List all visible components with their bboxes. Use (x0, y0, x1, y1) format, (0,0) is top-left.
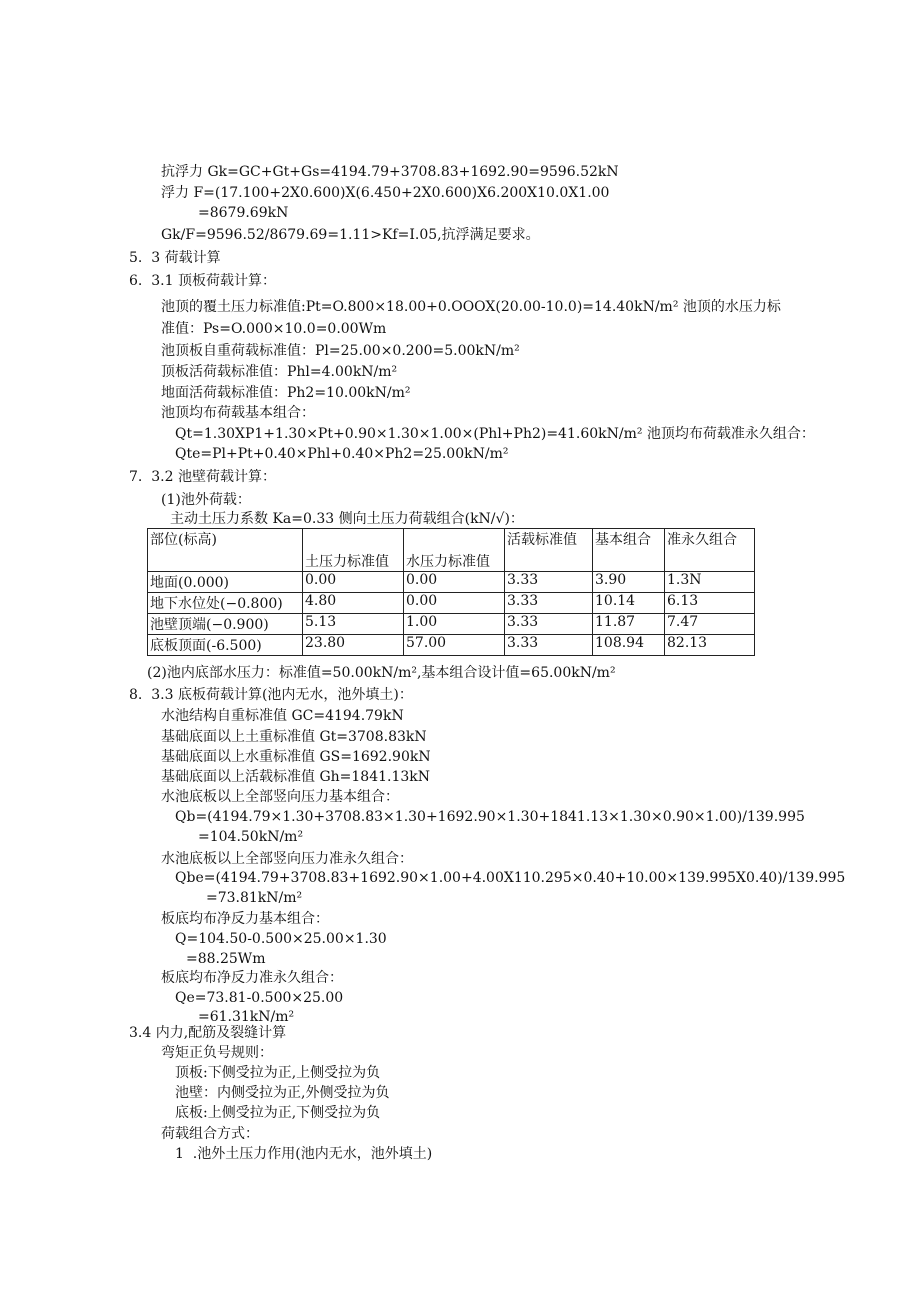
text-line: 基础底面以上水重标准值 GS=1692.90kN (161, 749, 431, 765)
text-line: (1)池外荷载： (161, 492, 251, 508)
table-header: 基本组合 (593, 529, 665, 572)
table-cell: 82.13 (665, 635, 755, 656)
formula-line: =61.31kN/m² (198, 1009, 295, 1025)
text-line: 池顶均布荷载基本组合： (161, 405, 315, 421)
table-cell: 1.00 (404, 614, 505, 635)
table-cell: 10.14 (593, 593, 665, 614)
text-line: 浮力 F=(17.100+2X0.600)X(6.450+2X0.600)X6.200X10.0X1.00 (161, 185, 610, 201)
table-cell: 3.33 (505, 593, 593, 614)
table-row (148, 593, 755, 614)
text-line: 顶板活荷载标准值：Phl=4.00kN/m² (161, 364, 398, 380)
section-heading: 8. 3.3 底板荷载计算(池内无水，池外填土)： (129, 687, 413, 703)
text-line: 底板:上侧受拉为正,下侧受拉为负 (175, 1105, 381, 1121)
table-cell: 底板顶面(-6.500) (148, 635, 303, 656)
table-cell: 5.13 (303, 614, 404, 635)
table-row (148, 635, 755, 656)
text-line: 水池底板以上全部竖向压力准永久组合： (161, 851, 413, 867)
table-cell: 3.33 (505, 572, 593, 593)
formula-line: Qb=(4194.79×1.30+3708.83×1.30+1692.90×1.30+1841.13×1.30×0.90×1.00)/139.995 (175, 809, 805, 825)
text-line: 池壁：内侧受拉为正,外侧受拉为负 (175, 1085, 390, 1101)
text-line: 基础底面以上活载标准值 Gh=1841.13kN (161, 769, 431, 785)
table-row (148, 614, 755, 635)
table-cell: 0.00 (303, 572, 404, 593)
formula-line: Qe=73.81-0.500×25.00 (175, 990, 344, 1006)
table-cell: 23.80 (303, 635, 404, 656)
table-cell: 57.00 (404, 635, 505, 656)
table-header-row (148, 529, 755, 572)
table-cell: 地面(0.000) (148, 572, 303, 593)
text-line: 抗浮力 Gk=GC+Gt+Gs=4194.79+3708.83+1692.90=9596.52kN (161, 164, 619, 180)
table-cell: 108.94 (593, 635, 665, 656)
table-header: 活载标准值 (505, 529, 593, 572)
formula-line: =104.50kN/m² (198, 829, 304, 845)
table-cell: 4.80 (303, 593, 404, 614)
formula-line: Qbe=(4194.79+3708.83+1692.90×1.00+4.00X110.295×0.40+10.00×139.995X0.40)/139.995 (175, 870, 846, 886)
section-heading: 3.4 内力,配筋及裂缝计算 (129, 1025, 287, 1041)
formula-line: Qt=1.30XP1+1.30×Pt+0.90×1.30×1.00×(Phl+Ph2)=41.60kN/m² 池顶均布荷载准永久组合： (175, 426, 815, 442)
text-line: 板底均布净反力准永久组合： (161, 970, 343, 986)
text-line: 池顶的覆土压力标准值:Pt=O.800×18.00+0.OOOX(20.00-10.0)=14.40kN/m² 池顶的水压力标 (161, 299, 781, 315)
table-cell: 6.13 (665, 593, 755, 614)
text-line: 水池结构自重标准值 GC=4194.79kN (161, 708, 404, 724)
text-line: 准值：Ps=O.000×10.0=0.00Wm (161, 321, 387, 337)
table-cell: 3.33 (505, 614, 593, 635)
table-cell: 7.47 (665, 614, 755, 635)
text-line: 1 .池外土压力作用(池内无水，池外填土) (175, 1146, 433, 1162)
table-row (148, 572, 755, 593)
table-cell: 3.33 (505, 635, 593, 656)
text-line: 地面活荷载标准值：Ph2=10.00kN/m² (161, 385, 411, 401)
table-cell: 0.00 (404, 593, 505, 614)
text-line: 基础底面以上土重标准值 Gt=3708.83kN (161, 729, 427, 745)
text-line: Gk/F=9596.52/8679.69=1.11>Kf=I.05,抗浮满足要求。 (161, 227, 540, 243)
text-line: 水池底板以上全部竖向压力基本组合： (161, 789, 399, 805)
text-line: 板底均布净反力基本组合： (161, 911, 329, 927)
text-line: (2)池内底部水压力：标准值=50.00kN/m²,基本组合设计值=65.00kN/m² (147, 665, 616, 681)
table-header: 部位(标高) (148, 529, 303, 572)
section-heading: 7. 3.2 池壁荷载计算： (129, 469, 276, 485)
formula-line: =88.25Wm (186, 951, 266, 967)
text-line: 池顶板自重荷载标准值：Pl=25.00×0.200=5.00kN/m² (161, 343, 520, 359)
text-line: 顶板:下侧受拉为正,上侧受拉为负 (175, 1065, 381, 1081)
formula-line: =73.81kN/m² (206, 890, 303, 906)
text-line: 荷载组合方式： (161, 1126, 259, 1142)
text-line: 主动土压力系数 Ka=0.33 侧向土压力荷载组合(kN/√)： (170, 511, 524, 527)
section-heading: 5. 3 荷载计算 (129, 250, 221, 266)
table-cell: 0.00 (404, 572, 505, 593)
table-cell: 1.3N (665, 572, 755, 593)
formula-line: Qte=Pl+Pt+0.40×Phl+0.40×Ph2=25.00kN/m² (175, 446, 509, 462)
table-cell: 11.87 (593, 614, 665, 635)
table-cell: 3.90 (593, 572, 665, 593)
formula-line: Q=104.50-0.500×25.00×1.30 (175, 931, 387, 947)
text-line: 弯矩正负号规则： (161, 1045, 273, 1061)
table-header: 水压力标准值 (404, 529, 505, 572)
table-header: 准永久组合 (665, 529, 755, 572)
section-heading: 6. 3.1 顶板荷载计算： (129, 273, 276, 289)
table-cell: 地下水位处(−0.800) (148, 593, 303, 614)
table-header: 土压力标准值 (303, 529, 404, 572)
table-cell: 池壁顶端(−0.900) (148, 614, 303, 635)
lateral-load-table (147, 528, 755, 656)
text-line: =8679.69kN (198, 205, 289, 221)
